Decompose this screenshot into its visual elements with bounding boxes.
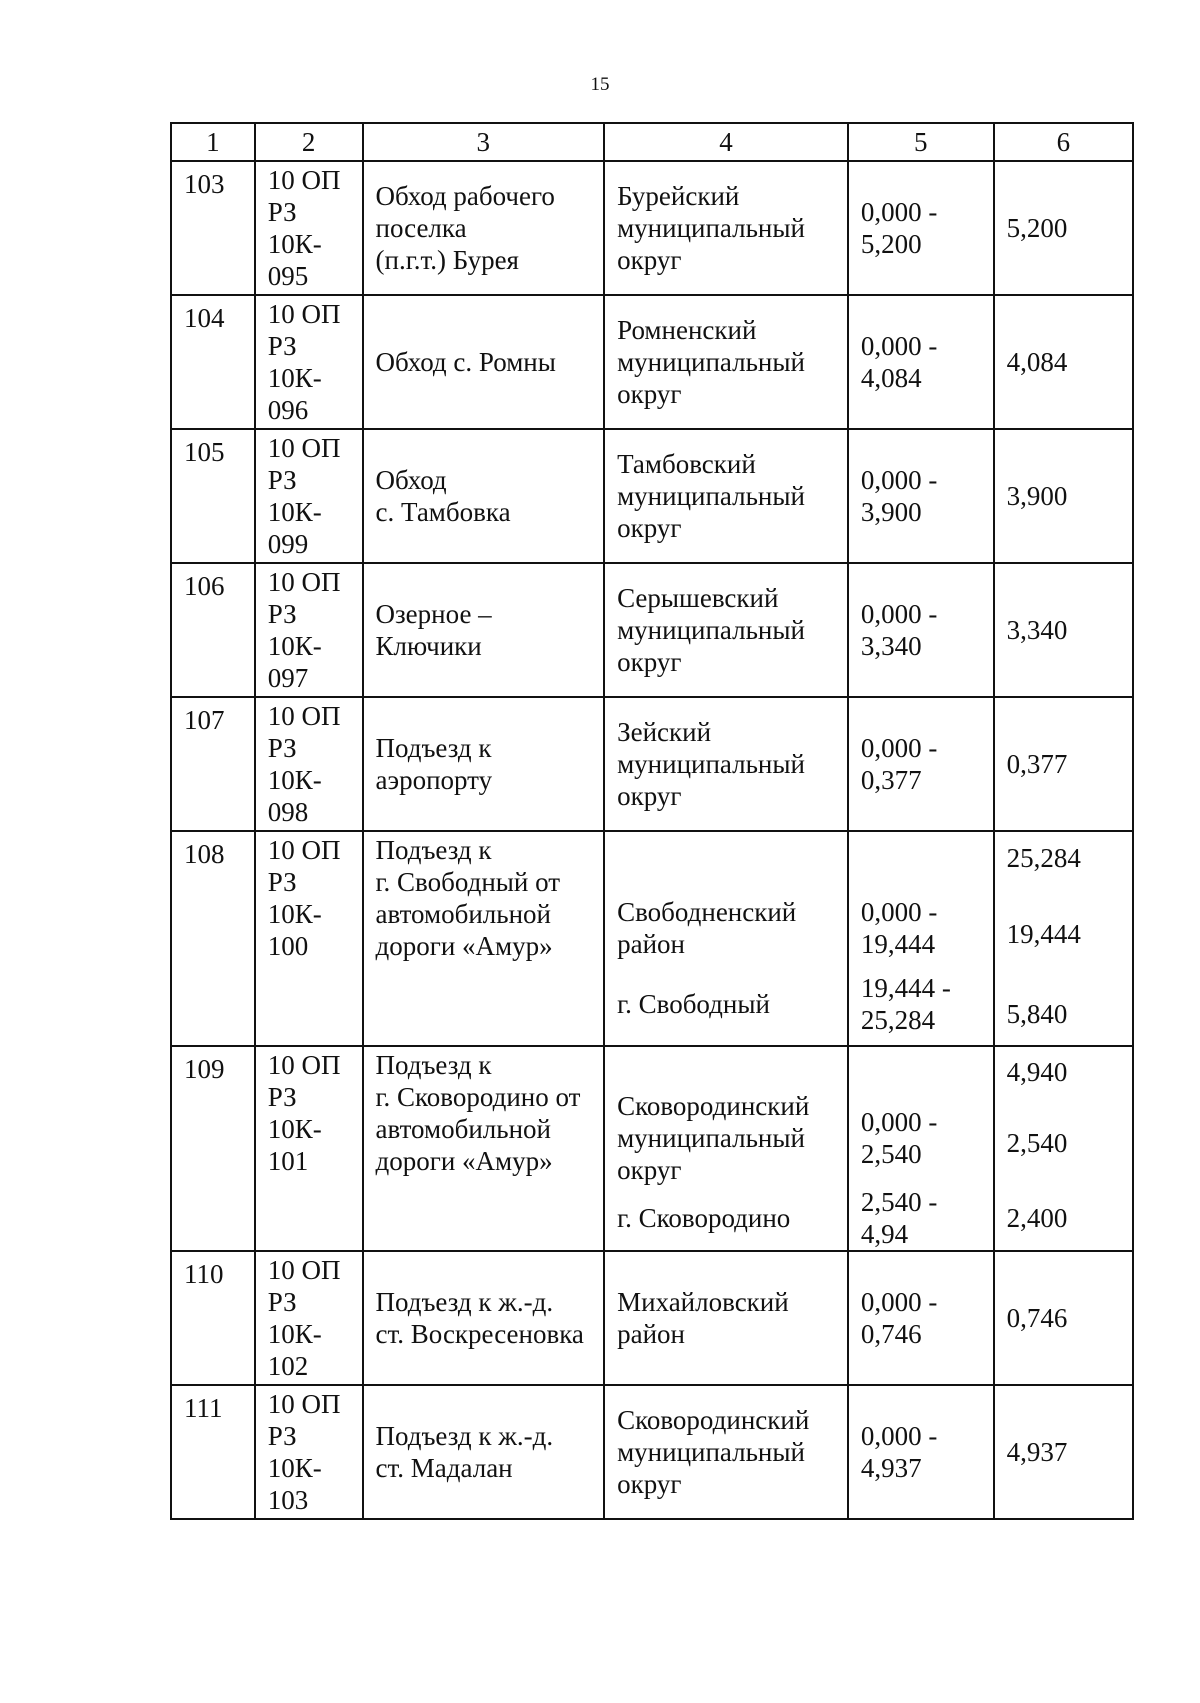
row-number: 106 — [171, 563, 255, 697]
row-number: 107 — [171, 697, 255, 831]
table-header-row — [171, 123, 1133, 161]
district: г. Сковородино — [617, 1203, 791, 1233]
row-number: 105 — [171, 429, 255, 563]
district: Сковородинский муниципальный округ — [604, 1385, 848, 1519]
district: Зейский муниципальный округ — [604, 697, 848, 831]
road-length: 5,840 — [1006, 999, 1068, 1029]
district: г. Свободный — [617, 989, 770, 1019]
column-header: 5 — [848, 123, 994, 161]
row-number: 103 — [171, 161, 255, 295]
road-name: Подъезд к г. Сковородино от автомобильной дороги «Амур» — [363, 1046, 605, 1251]
column-header: 3 — [363, 123, 605, 161]
km-range: 0,000 - 0,746 — [848, 1251, 994, 1385]
km-range-split — [848, 1046, 994, 1251]
roads-table — [170, 122, 1134, 1520]
road-code: 10 ОП РЗ 10К- 101 — [255, 1046, 363, 1251]
km-range: 0,000 - 19,444 — [860, 897, 938, 959]
road-length: 3,900 — [994, 429, 1133, 563]
road-code: 10 ОП РЗ 10К- 103 — [255, 1385, 363, 1519]
road-name: Подъезд к г. Свободный от автомобильной дороги «Амур» — [363, 831, 605, 1046]
table-row — [171, 295, 1133, 429]
row-number: 109 — [171, 1046, 255, 1251]
column-header: 4 — [604, 123, 848, 161]
road-code: 10 ОП РЗ 10К- 098 — [255, 697, 363, 831]
road-length: 4,084 — [994, 295, 1133, 429]
table-row — [171, 831, 1133, 1046]
district: Серышевский муниципальный округ — [604, 563, 848, 697]
row-number: 110 — [171, 1251, 255, 1385]
road-length-total: 25,284 — [1006, 843, 1081, 873]
district: Свободненский район — [617, 897, 797, 959]
district: Тамбовский муниципальный округ — [604, 429, 848, 563]
road-name: Подъезд к ж.-д. ст. Мадалан — [363, 1385, 605, 1519]
table-row — [171, 1385, 1133, 1519]
table-row — [171, 161, 1133, 295]
km-range: 0,000 - 4,937 — [848, 1385, 994, 1519]
road-code: 10 ОП РЗ 10К- 102 — [255, 1251, 363, 1385]
road-length: 5,200 — [994, 161, 1133, 295]
table-row — [171, 697, 1133, 831]
road-length: 19,444 — [1006, 919, 1081, 949]
road-code: 10 ОП РЗ 10К- 097 — [255, 563, 363, 697]
road-length: 4,937 — [994, 1385, 1133, 1519]
km-range: 0,000 - 2,540 — [860, 1107, 938, 1169]
km-range: 0,000 - 5,200 — [848, 161, 994, 295]
table-row — [171, 563, 1133, 697]
road-name: Обход с. Тамбовка — [363, 429, 605, 563]
row-number: 111 — [171, 1385, 255, 1519]
column-header: 6 — [994, 123, 1133, 161]
road-name: Озерное – Ключики — [363, 563, 605, 697]
road-code: 10 ОП РЗ 10К- 100 — [255, 831, 363, 1046]
district: Ромненский муниципальный округ — [604, 295, 848, 429]
road-length: 3,340 — [994, 563, 1133, 697]
km-range: 2,540 - 4,94 — [860, 1187, 938, 1249]
km-range: 19,444 - 25,284 — [860, 973, 951, 1035]
district: Бурейский муниципальный округ — [604, 161, 848, 295]
road-length-total: 4,940 — [1006, 1057, 1068, 1087]
column-header: 1 — [171, 123, 255, 161]
road-code: 10 ОП РЗ 10К- 099 — [255, 429, 363, 563]
road-name: Обход с. Ромны — [363, 295, 605, 429]
road-name: Обход рабочего поселка (п.г.т.) Бурея — [363, 161, 605, 295]
row-number: 108 — [171, 831, 255, 1046]
road-code: 10 ОП РЗ 10К- 095 — [255, 161, 363, 295]
km-range-split — [848, 831, 994, 1046]
km-range: 0,000 - 0,377 — [848, 697, 994, 831]
km-range: 0,000 - 3,900 — [848, 429, 994, 563]
district-split — [604, 1046, 848, 1251]
page-number: 15 — [590, 74, 610, 95]
table-row — [171, 1251, 1133, 1385]
district: Михайловский район — [604, 1251, 848, 1385]
length-split — [994, 1046, 1133, 1251]
km-range: 0,000 - 4,084 — [848, 295, 994, 429]
row-number: 104 — [171, 295, 255, 429]
road-code: 10 ОП РЗ 10К- 096 — [255, 295, 363, 429]
km-range: 0,000 - 3,340 — [848, 563, 994, 697]
road-length: 0,377 — [994, 697, 1133, 831]
table-row — [171, 429, 1133, 563]
length-split — [994, 831, 1133, 1046]
road-length: 2,540 — [1006, 1128, 1068, 1158]
road-name: Подъезд к аэропорту — [363, 697, 605, 831]
column-header: 2 — [255, 123, 363, 161]
road-length: 2,400 — [1006, 1203, 1068, 1233]
district-split — [604, 831, 848, 1046]
road-length: 0,746 — [994, 1251, 1133, 1385]
district: Сковородинский муниципальный округ — [617, 1091, 810, 1185]
table-row — [171, 1046, 1133, 1251]
road-name: Подъезд к ж.-д. ст. Воскресеновка — [363, 1251, 605, 1385]
